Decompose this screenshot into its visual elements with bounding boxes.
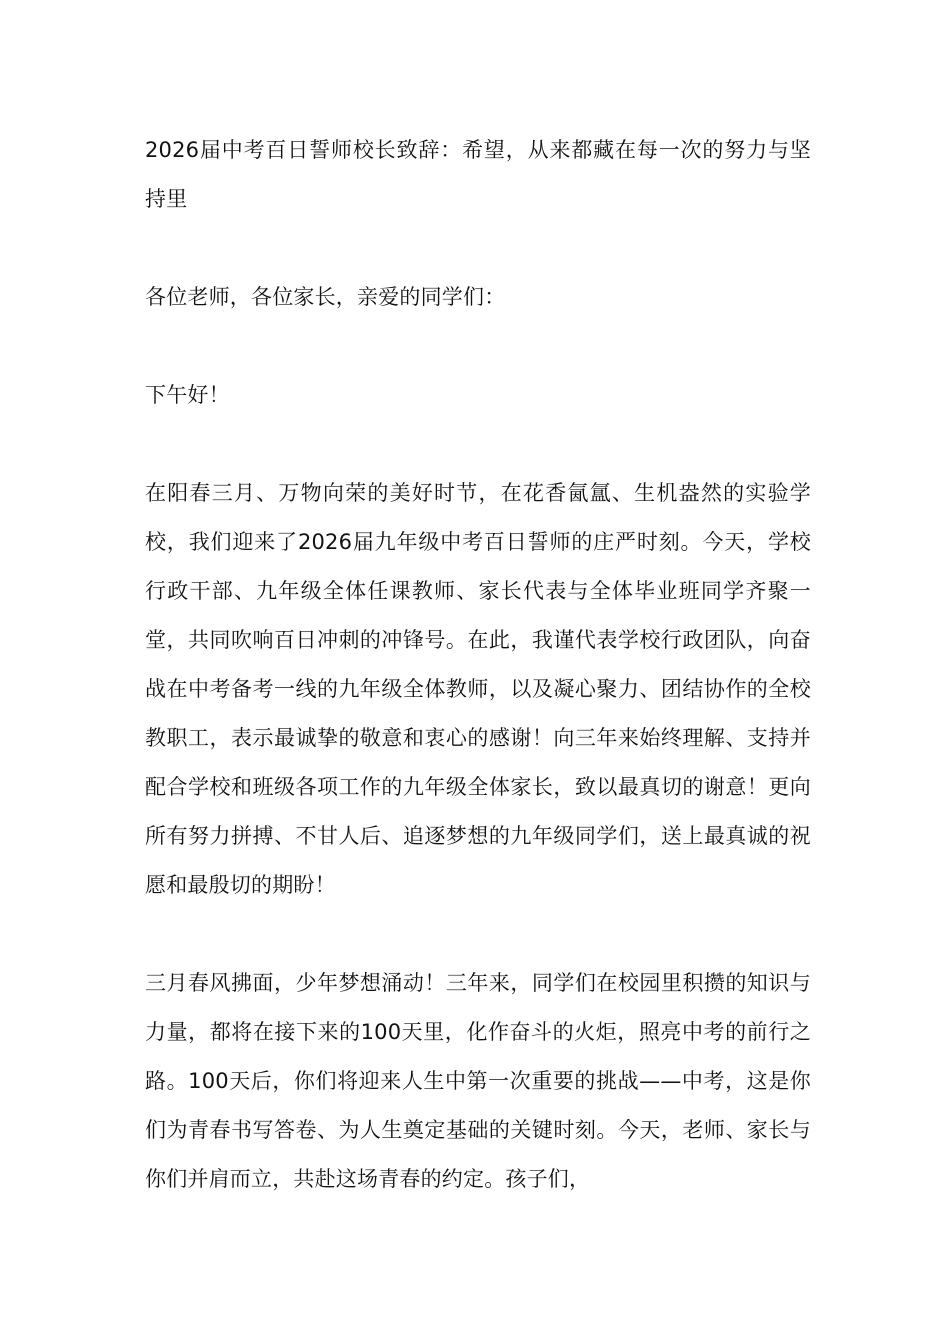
- document-body: [145, 126, 811, 1204]
- document-title: 2026届中考百日誓师校长致辞：希望，从来都藏在每一次的努力与坚持里: [145, 138, 811, 211]
- paragraph-opening: 在阳春三月、万物向荣的美好时节，在花香氤氲、生机盎然的实验学校，我们迎来了2026届九年级中考百日誓师的庄严时刻。今天，学校行政干部、九年级全体任课教师、家长代表与全体毕业班同学齐聚一堂，共同吹响百日冲刺的冲锋号。在此，我谨代表学校行政团队，向奋战在中考备考一线的九年级全体教师，以及凝心聚力、团结协作的全校教职工，表示最诚挚的敬意和衷心的感谢！向三年来始终理解、支持并配合学校和班级各项工作的九年级全体家长，致以最真切的谢意！更向所有努力拼搏、不甘人后、追逐梦想的九年级同学们，送上最真诚的祝愿和最殷切的期盼！: [145, 481, 811, 897]
- salutation: 各位老师，各位家长，亲爱的同学们：: [145, 285, 506, 309]
- greeting: 下午好！: [145, 383, 230, 407]
- paragraph-spring: 三月春风拂面，少年梦想涌动！三年来，同学们在校园里积攒的知识与力量，都将在接下来的100天里，化作奋斗的火炬，照亮中考的前行之路。100天后，你们将迎来人生中第一次重要的挑战——中考，这是你们为青春书写答卷、为人生奠定基础的关键时刻。今天，老师、家长与你们并肩而立，共赴这场青春的约定。孩子们，: [145, 971, 811, 1191]
